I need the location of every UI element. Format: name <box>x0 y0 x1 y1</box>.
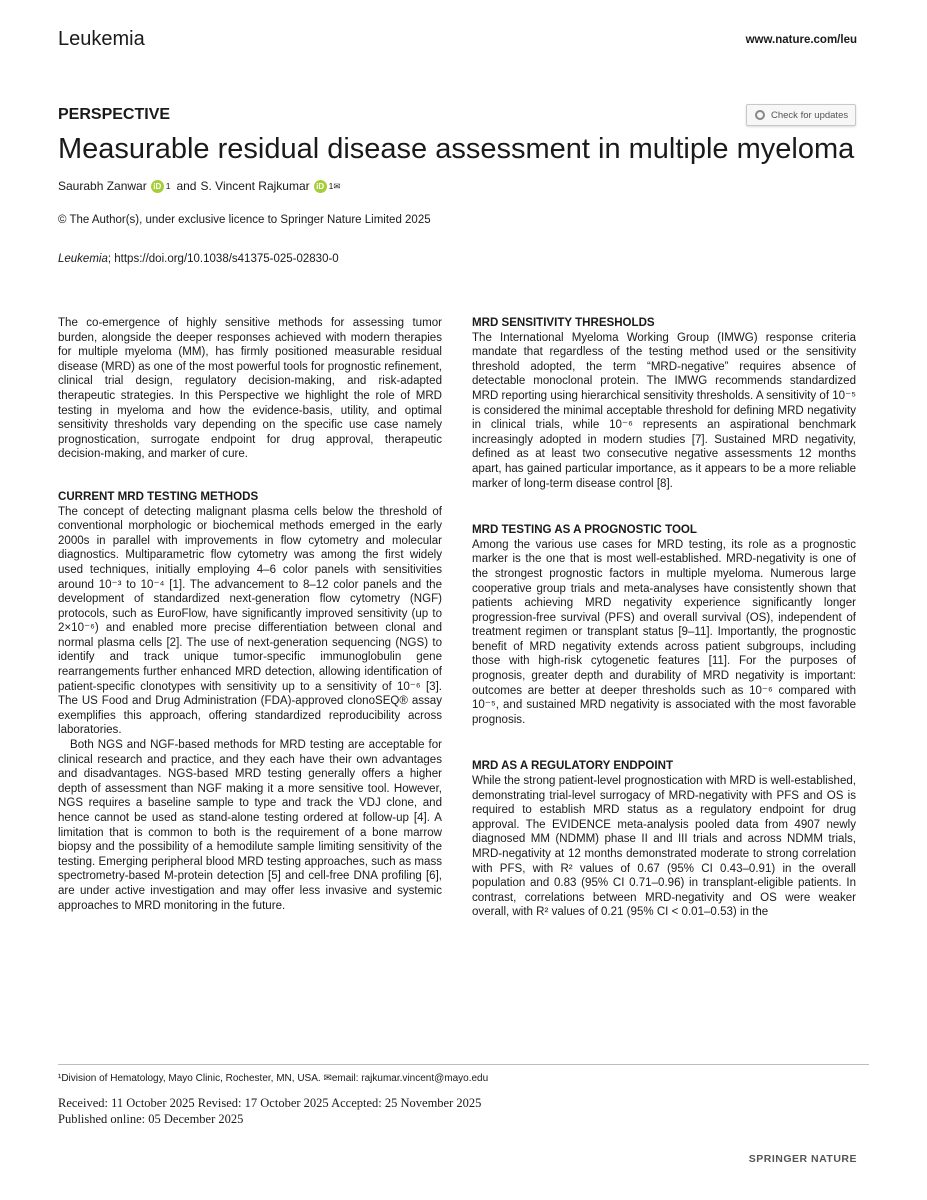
journal-website-link[interactable]: www.nature.com/leu <box>745 34 857 46</box>
publisher-logo: SPRINGER NATURE <box>748 1153 857 1165</box>
published-date: Published online: 05 December 2025 <box>58 1112 244 1126</box>
citation-journal: Leukemia <box>58 253 108 265</box>
footnote-divider <box>58 1064 869 1065</box>
check-for-updates-button[interactable] <box>746 104 856 126</box>
abstract: The co-emergence of highly sensitive methods for assessing tumor burden, alongside the deeper responses achieved with modern therapies for multiple myeloma (MM), has firmly positioned measurable residual disease (MRD) as one of the most powerful tools for prognostic refinement, clinical trial design, regulatory decision-making, and risk-adapted therapeutic strategies. In this Perspective we highlight the role of MRD testing in myeloma and how the evidence-basis, utility, and optimal sensitivity thresholds vary depending on the specific use case namely prognostication, surrogate endpoint for drug approval, therapeutic decision-making, and marker of cure. <box>58 317 442 461</box>
orcid-icon[interactable]: iD <box>314 180 327 193</box>
publication-dates <box>58 1095 481 1127</box>
article-type: PERSPECTIVE <box>58 106 171 123</box>
journal-name: Leukemia <box>58 28 145 50</box>
citation-line <box>58 253 339 265</box>
author-name[interactable]: S. Vincent Rajkumar <box>200 179 310 193</box>
right-column <box>472 316 856 920</box>
paragraph: The International Myeloma Working Group (IMWG) response criteria mandate that regardless of the testing method used or the sensitivity threshold adopted, the term “MRD-negative” requires absence of detectable monoclonal protein. The IMWG recommends standardized MRD reporting using hierarchical sensitivity thresholds. A sensitivity of 10⁻⁵ is considered the minimal acceptable threshold for defining MRD negativity in clinical trials, while 10⁻⁶ represents an aspirational benchmark increasingly adopted in modern studies [7]. Sustained MRD negativity, defined as at least two consecutive negative assessments 12 months apart, has gained particular importance, as it appears to be a more reliable marker of long-term disease control [8]. <box>472 331 856 490</box>
check-for-updates-label: Check for updates <box>771 109 849 121</box>
affiliation-marker: 1 <box>165 181 171 191</box>
article-title: Measurable residual disease assessment in multiple myeloma <box>58 133 855 165</box>
author-list <box>58 179 341 193</box>
affiliation-footnote: ¹Division of Hematology, Mayo Clinic, Rochester, MN, USA. ✉email: rajkumar.vincent@mayo.edu <box>58 1073 489 1084</box>
doi-link[interactable]: ; https://doi.org/10.1038/s41375-025-02830-0 <box>107 253 339 265</box>
received-dates: Received: 11 October 2025 Revised: 17 October 2025 Accepted: 25 November 2025 <box>58 1096 482 1110</box>
author-conjunction: and <box>176 179 197 193</box>
section-heading-prognostic: MRD TESTING AS A PROGNOSTIC TOOL <box>472 524 697 537</box>
paragraph: While the strong patient-level prognostication with MRD is well-established, demonstrating trial-level surrogacy of MRD-negativity with PFS and OS is required to establish MRD status as a regulatory endpoint for drug approval. The EVIDENCE meta-analysis pooled data from 4907 newly diagnosed MM (NDMM) phase II and III trials and across NDMM trials, MRD-negativity at 12 months demonstrated moderate to strong correlation with PFS, with R² values of 0.67 (95% CI 0.43–0.91) in the overall population and 0.83 (95% CI 0.71–0.96) in transplant-eligible patients. In contrast, correlations between MRD-negativity and OS were weaker overall, with R² values of 0.21 (95% CI < 0.01–0.53) in the <box>472 775 856 919</box>
orcid-icon[interactable]: iD <box>151 180 164 193</box>
left-column <box>58 316 442 913</box>
section-heading-thresholds: MRD SENSITIVITY THRESHOLDS <box>472 317 655 329</box>
copyright-notice: © The Author(s), under exclusive licence to Springer Nature Limited 2025 <box>58 214 431 226</box>
paragraph: Among the various use cases for MRD testing, its role as a prognostic marker is the one that is most well-established. MRD-negativity is one of the strongest prognostic factors in multiple myeloma. Numerous large cooperative group trials and meta-analyses have consistently shown that patients achieving MRD negativity experience significantly longer progression-free survival (PFS) and overall survival (OS), independent of treatment regimen or transplant status [9–11]. Importantly, the prognostic benefit of MRD negativity extends across patient subgroups, including those with high-risk cytogenetic features [11]. For the purposes of prognosis, greater depth and durability of MRD negativity is important: outcomes are better at deeper thresholds such as 10⁻⁶ compared with 10⁻⁵, and sustained MRD negativity is associated with the most favorable prognosis. <box>472 538 856 726</box>
paragraph: The concept of detecting malignant plasma cells below the threshold of conventional morphologic or biochemical methods emerged in the early 2000s in parallel with improvements in flow cytometry and molecular diagnostics. Multiparametric flow cytometry was among the first widely used techniques, initially employing 4–6 color panels with sensitivities around 10⁻³ to 10⁻⁴ [1]. The advancement to 8–12 color panels and the development of standardized next-generation flow cytometry (NGF) protocols, such as EuroFlow, have significantly improved sensitivity (up to 2×10⁻⁶) and enabled more precise differentiation between clonal and normal plasma cells [2]. The use of next-generation sequencing (NGS) to identify and track unique tumor-specific immunoglobulin gene rearrangements further enhanced MRD detection, allowing identification of patient-specific clonotypes with sensitivity up to a sensitivity of 10⁻⁶ [3]. The US Food and Drug Administration (FDA)-approved clonoSEQ® assay exemplifies this approach, offering standardized reproducibility across laboratories. <box>58 505 442 737</box>
refresh-icon <box>755 110 765 120</box>
paragraph: Both NGS and NGF-based methods for MRD testing are acceptable for clinical research and practice, and they each have their own advantages and disadvantages. NGS-based MRD testing generally offers a higher depth of assessment than NGF making it a more sensitive tool. However, NGS requires a baseline sample to type and track the VDJ clone, and hence cannot be used as stand-alone testing ordered at follow-up [4]. A limitation that is common to both is the requirement of a bone marrow biopsy and the possibility of a hemodilute sample limiting sensitivity of the testing. Emerging peripheral blood MRD testing approaches, such as mass spectrometry-based M-protein detection [5] and cell-free DNA profiling [6], are under active investigation and may offer less invasive and systemic approaches to MRD monitoring in the future. <box>58 739 442 912</box>
section-heading-methods: CURRENT MRD TESTING METHODS <box>58 490 259 503</box>
affiliation-marker: 1✉ <box>328 180 341 191</box>
section-heading-regulatory: MRD AS A REGULATORY ENDPOINT <box>472 760 674 773</box>
author-name[interactable]: Saurabh Zanwar <box>58 179 147 193</box>
